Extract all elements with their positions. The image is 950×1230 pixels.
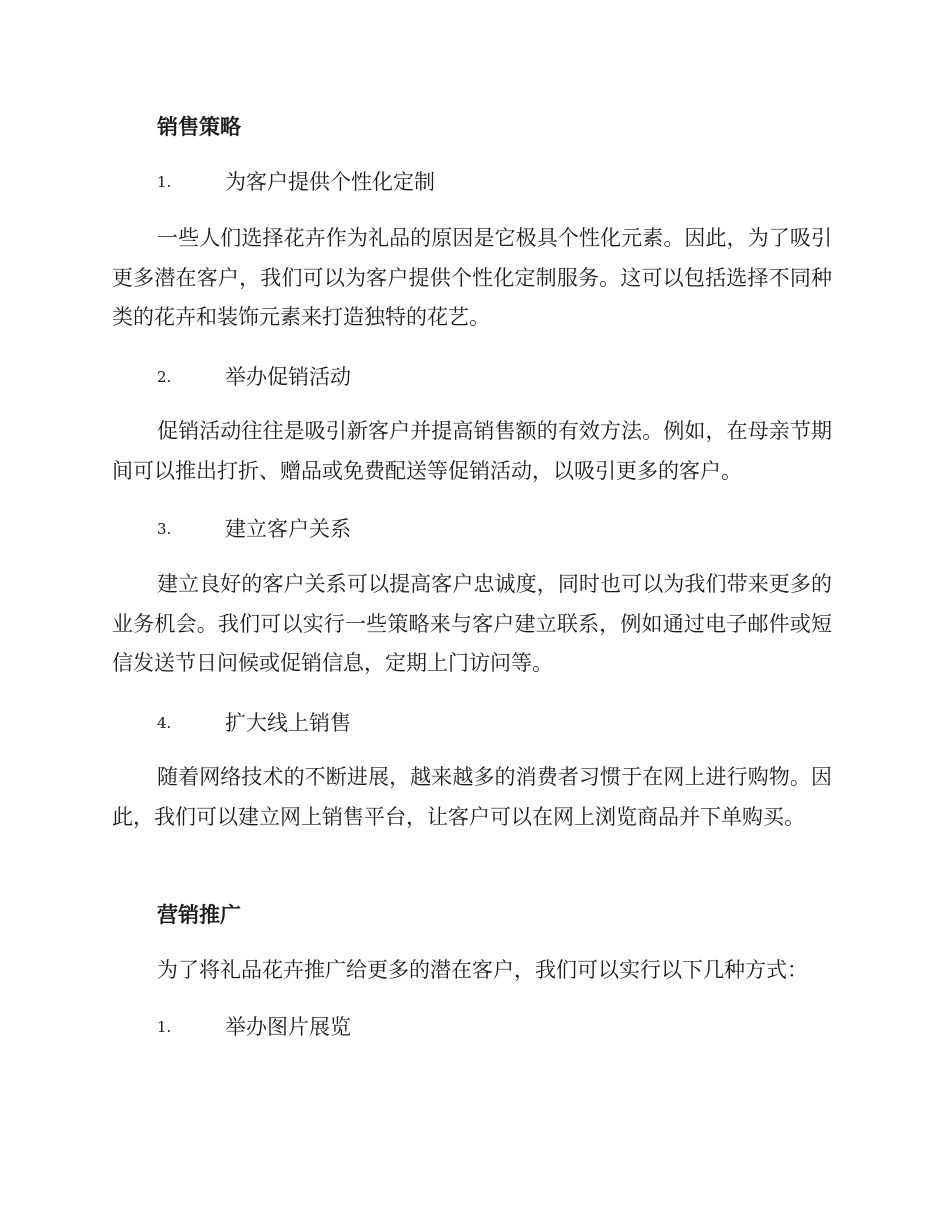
paragraph: 随着网络技术的不断进展，越来越多的消费者习惯于在网上进行购物。因此，我们可以建立网上销售平台，让客户可以在网上浏览商品并下单购买。 (112, 765, 832, 829)
list-item-number: 2. (157, 368, 172, 386)
list-item-label: 为客户提供个性化定制 (225, 170, 435, 194)
list-item-title (157, 515, 351, 543)
section-heading-sales-strategy: 销售策略 (157, 114, 241, 139)
list-item-label: 建立客户关系 (225, 517, 351, 541)
list-item-label: 举办图片展览 (225, 1015, 351, 1039)
list-item-title (157, 363, 351, 391)
list-item-number: 4. (157, 714, 172, 732)
paragraph: 建立良好的客户关系可以提高客户忠诚度，同时也可以为我们带来更多的业务机会。我们可以实行一些策略来与客户建立联系，例如通过电子邮件或短信发送节日问候或促销信息，定期上门访问等。 (112, 572, 832, 675)
list-item-label: 举办促销活动 (225, 365, 351, 389)
list-item-number: 3. (157, 520, 172, 538)
paragraph: 一些人们选择花卉作为礼品的原因是它极具个性化元素。因此，为了吸引更多潜在客户，我们可以为客户提供个性化定制服务。这可以包括选择不同种类的花卉和装饰元素来打造独特的花艺。 (112, 226, 832, 329)
list-item-number: 1. (157, 1018, 172, 1036)
list-item-title (157, 168, 435, 196)
list-item-title (157, 709, 351, 737)
paragraph: 促销活动往往是吸引新客户并提高销售额的有效方法。例如，在母亲节期间可以推出打折、赠品或免费配送等促销活动，以吸引更多的客户。 (112, 419, 832, 483)
list-item-number: 1. (157, 173, 172, 191)
paragraph: 为了将礼品花卉推广给更多的潜在客户，我们可以实行以下几种方式： (157, 958, 808, 982)
list-item-label: 扩大线上销售 (225, 711, 351, 735)
list-item-title (157, 1013, 351, 1041)
section-heading-marketing-promotion: 营销推广 (157, 902, 241, 927)
